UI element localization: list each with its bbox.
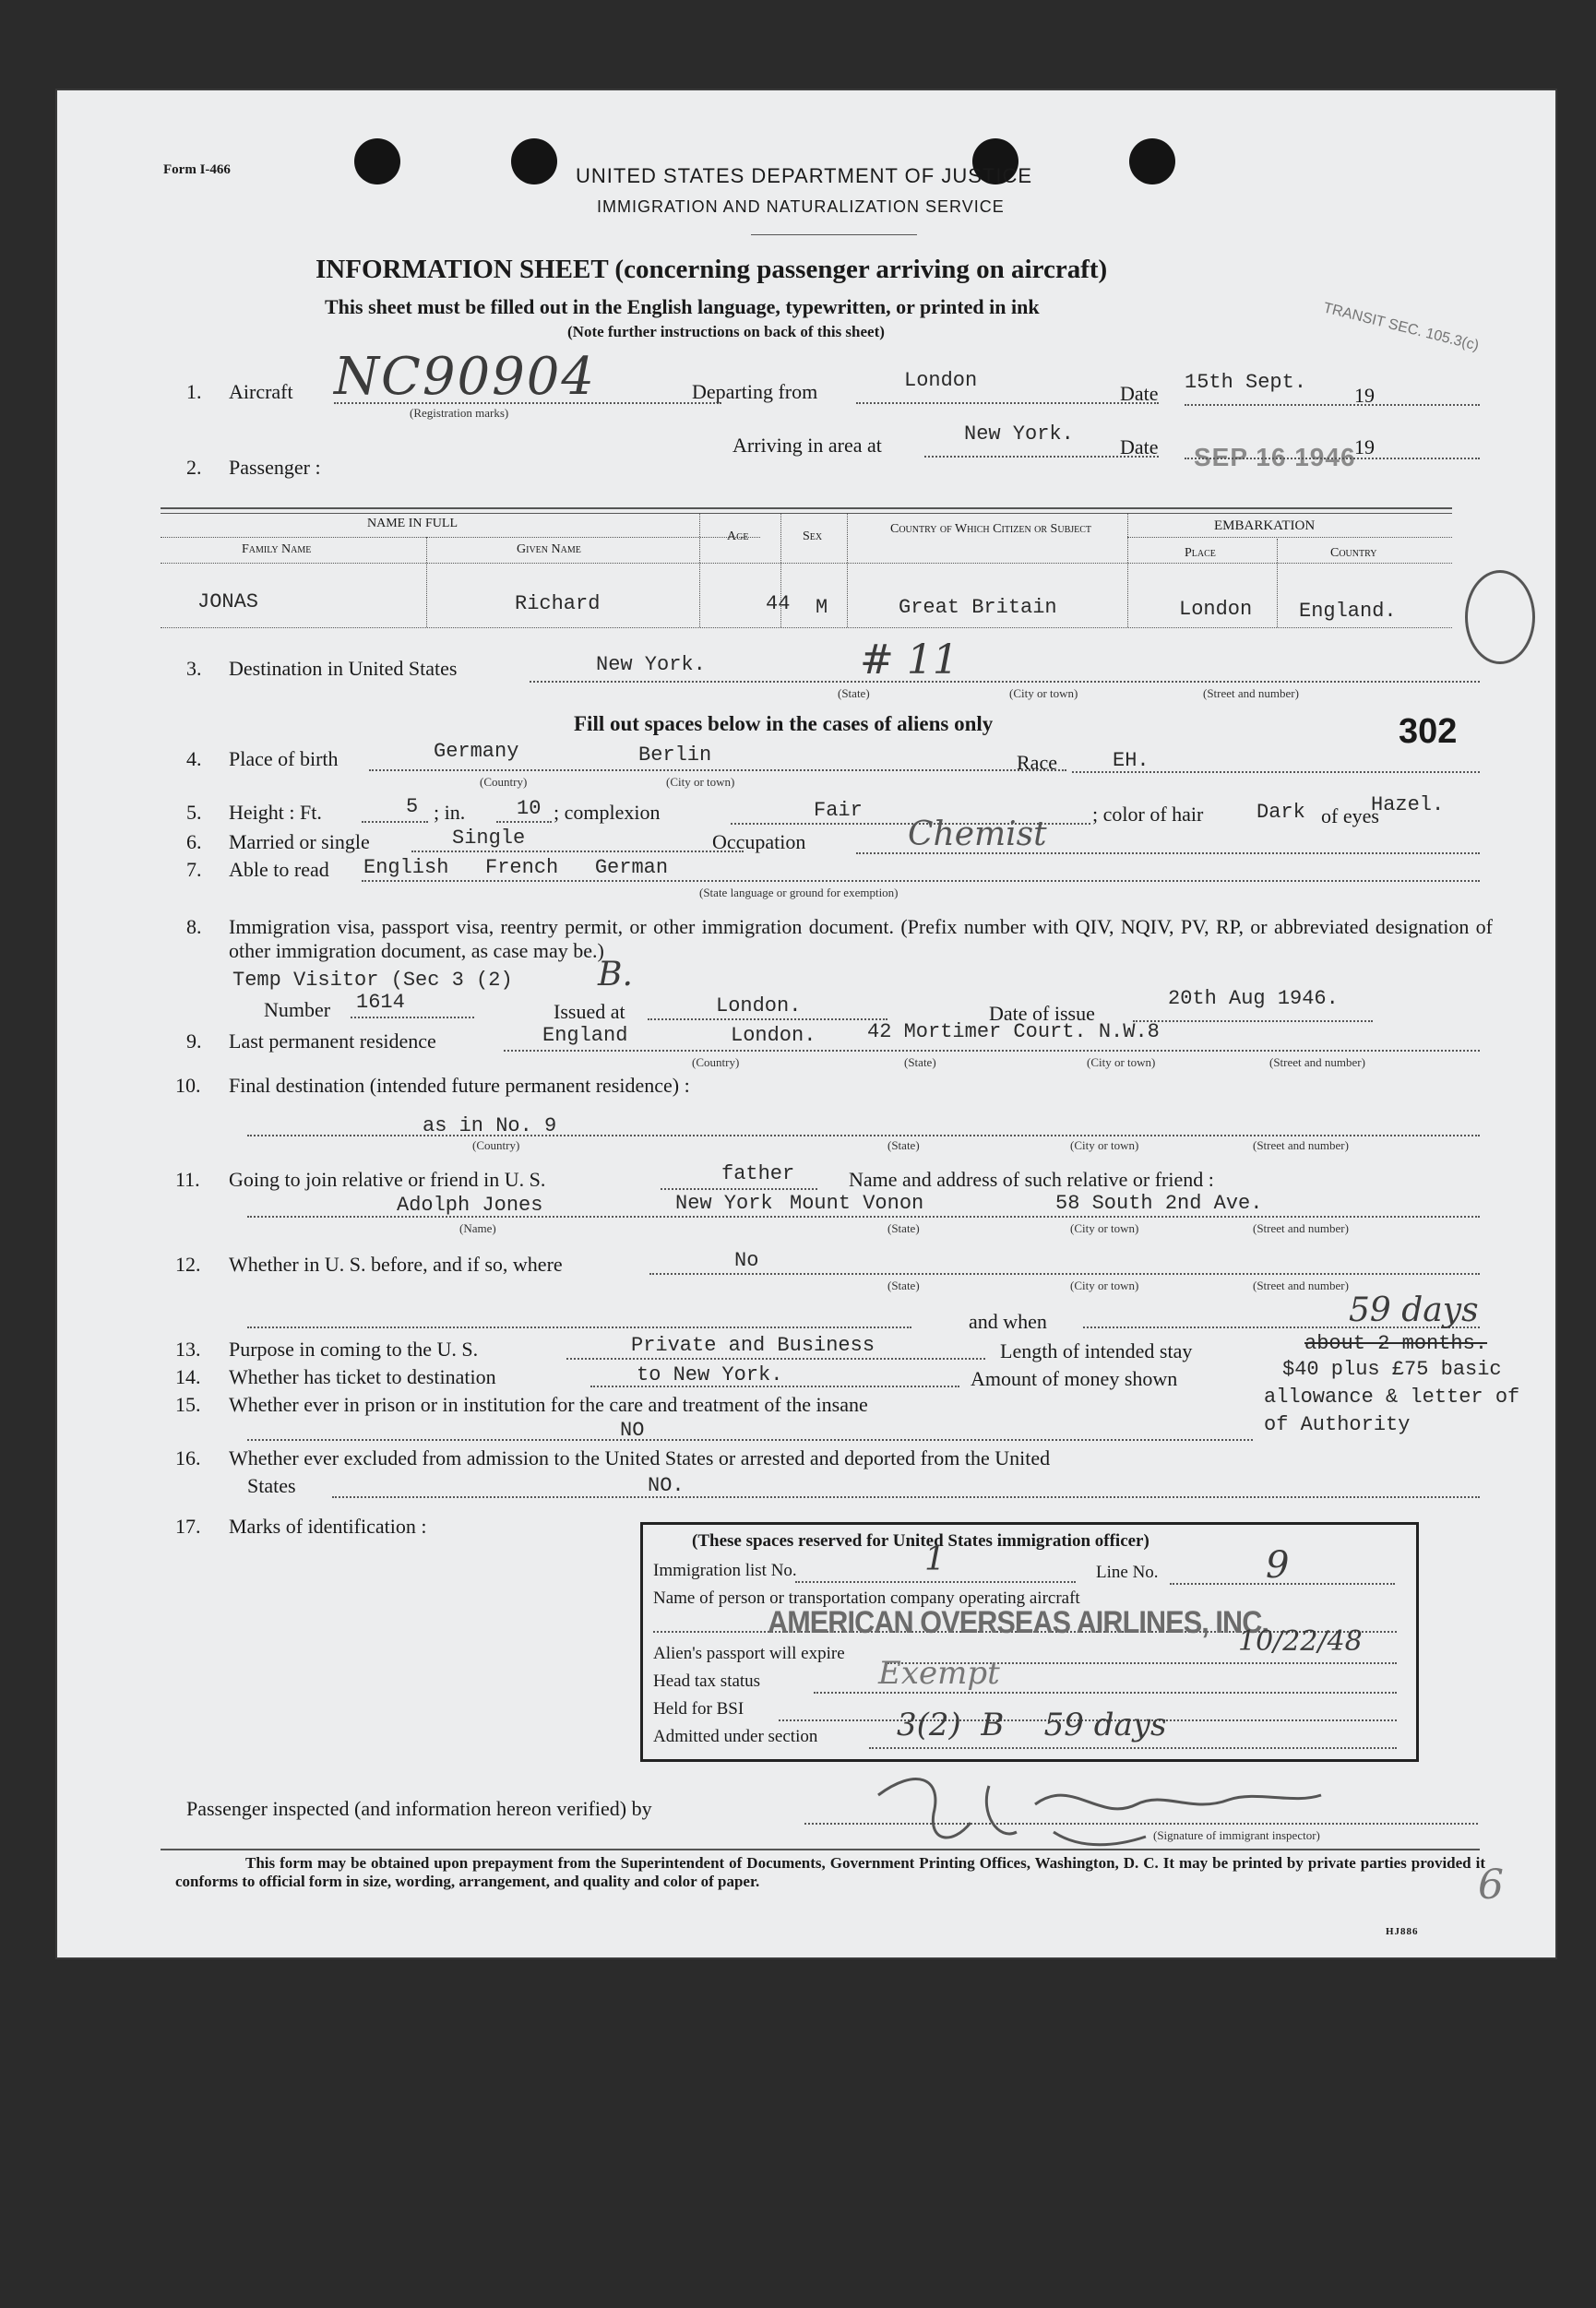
ticket-label: Whether has ticket to destination [229, 1365, 496, 1388]
caption-state: (State) [838, 686, 870, 700]
side-mark: 6 [1478, 1862, 1504, 1909]
col-divider [699, 513, 700, 627]
final-destination-label: Final destination (intended future permanent residence) : [229, 1074, 690, 1097]
headtax-label: Head tax status [653, 1672, 761, 1691]
date-line [1185, 404, 1480, 406]
item-number: 11. [175, 1168, 200, 1191]
married-label: Married or single [229, 830, 370, 853]
departing-label: Departing from [692, 380, 818, 403]
stay-label: Length of intended stay [1000, 1339, 1193, 1362]
col-divider [1277, 539, 1278, 627]
officer-box-heading: (These spaces reserved for United States immigration officer) [692, 1531, 1149, 1551]
complexion-value: Fair [814, 799, 863, 822]
visa-number: 1614 [356, 991, 405, 1014]
married-value: Single [452, 827, 526, 850]
residence-city: London. [731, 1024, 816, 1047]
birth-country: Germany [434, 740, 519, 763]
height-ft-line [362, 821, 428, 823]
header-citizen-country: Country of Which Citizen or Subject [889, 522, 1092, 536]
residence-country: England [542, 1024, 628, 1047]
year-prefix: 19 [1354, 384, 1375, 407]
destination-line [530, 681, 1480, 683]
issued-line [648, 1018, 887, 1020]
issue-date-value: 20th Aug 1946. [1168, 987, 1339, 1010]
final-destination-value: as in No. 9 [423, 1114, 557, 1137]
before-street-caption: (Street and number) [1253, 1279, 1349, 1292]
issued-value: London. [716, 994, 802, 1017]
inspector-signature [860, 1758, 1349, 1860]
arrival-year-prefix: 19 [1354, 435, 1375, 458]
join-name-caption: (Name) [459, 1221, 496, 1235]
company-stamp: AMERICAN OVERSEAS AIRLINES, INC. [768, 1605, 1269, 1640]
read-line [362, 880, 1480, 882]
join-name: Adolph Jones [397, 1194, 543, 1217]
footer-rule [161, 1849, 1480, 1850]
form-title: INFORMATION SHEET (concerning passenger arriving on aircraft) [316, 255, 1108, 284]
line-no-line [1170, 1583, 1395, 1585]
prison-value: NO [620, 1419, 645, 1442]
final-destination-line [247, 1135, 1480, 1136]
married-line [411, 851, 744, 852]
money-label: Amount of money shown [971, 1367, 1178, 1390]
line-label: Line No. [1096, 1563, 1159, 1582]
birth-country-caption: (Country) [480, 775, 528, 789]
item-number: 7. [186, 858, 202, 881]
citizen-of: Great Britain [899, 596, 1057, 619]
item-number: 12. [175, 1253, 201, 1276]
passport-label: Alien's passport will expire [653, 1644, 845, 1663]
list-label: Immigration list No. [653, 1561, 797, 1580]
punch-hole [511, 138, 557, 184]
header-sex: Sex [803, 529, 823, 543]
col-divider [426, 537, 427, 627]
birth-city: Berlin [638, 744, 712, 767]
page-code: 302 [1399, 712, 1458, 751]
header-name-in-full: NAME IN FULL [367, 517, 458, 530]
read-value: English French German [363, 856, 669, 879]
ticket-value: to New York. [637, 1363, 783, 1386]
headtax-value: Exempt [878, 1655, 1000, 1692]
visa-type-hand: B. [598, 956, 633, 993]
complexion-label: ; complexion [554, 801, 661, 824]
arriving-label: Arriving in area at [732, 434, 882, 457]
aliens-only-heading: Fill out spaces below in the cases of aliens only [574, 712, 994, 735]
print-code: HJ886 [1386, 1926, 1419, 1937]
join-label: Going to join relative or friend in U. S. [229, 1168, 546, 1191]
purpose-label: Purpose in coming to the U. S. [229, 1338, 479, 1361]
occupation-label: Occupation [712, 830, 806, 853]
destination-label: Destination in United States [229, 657, 458, 680]
join-name-label: Name and address of such relative or friend : [849, 1168, 1214, 1191]
item-number: 1. [186, 380, 202, 403]
admitted-label: Admitted under section [653, 1727, 818, 1746]
emb-subheader-rule [1127, 537, 1452, 538]
height-label: Height : Ft. [229, 801, 322, 824]
list-line [795, 1581, 1076, 1583]
headtax-line [814, 1692, 1397, 1694]
table-top-rule [161, 507, 1452, 509]
circled-mark [1465, 570, 1535, 664]
join-city-caption: (City or town) [1070, 1221, 1139, 1235]
departing-line [856, 402, 1159, 404]
final-city-caption: (City or town) [1070, 1138, 1139, 1152]
item-number: 2. [186, 456, 202, 479]
date-label: Date [1120, 382, 1159, 405]
prison-label: Whether ever in prison or in institution for the care and treatment of the insane [229, 1393, 868, 1416]
embarkation-place: London [1179, 598, 1253, 621]
table-header-rule [161, 563, 1452, 564]
excluded-label: Whether ever excluded from admission to the United States or arrested and deported from the United [229, 1446, 1051, 1469]
list-value: 1 [924, 1541, 946, 1578]
aircraft-label: Aircraft [229, 380, 293, 403]
aircraft-registration: NC90904 [334, 347, 596, 407]
departure-date: 15th Sept. [1185, 371, 1307, 394]
residence-line [504, 1050, 1480, 1052]
item-number: 9. [186, 1029, 202, 1053]
excluded-line [332, 1496, 1480, 1498]
table-bottom-rule [161, 627, 1452, 628]
service-name: IMMIGRATION AND NATURALIZATION SERVICE [597, 197, 1005, 216]
col-divider [1127, 513, 1128, 627]
punch-hole [1129, 138, 1175, 184]
final-country-caption: (Country) [472, 1138, 520, 1152]
marks-label: Marks of identification : [229, 1515, 427, 1538]
item-number: 17. [175, 1515, 201, 1538]
line-value: 9 [1266, 1544, 1290, 1587]
item-number: 13. [175, 1338, 201, 1361]
visa-number-line [351, 1017, 474, 1018]
item-number: 16. [175, 1446, 201, 1469]
join-state: New York [675, 1192, 773, 1215]
ticket-line [590, 1386, 959, 1387]
birth-line [369, 769, 1066, 771]
height-in-line [496, 821, 552, 823]
eyes-value: Hazel. [1371, 793, 1445, 816]
money-value-2: allowance & letter of [1264, 1386, 1520, 1409]
name-subheader-rule [161, 537, 760, 538]
sex: M [816, 596, 828, 619]
height-in-label: ; in. [434, 801, 466, 824]
arrival-date-line [1185, 458, 1480, 459]
join-city: Mount Vonon [790, 1192, 924, 1215]
race-value: EH. [1113, 749, 1149, 772]
registration-caption: (Registration marks) [410, 406, 509, 420]
issue-date-line [1133, 1020, 1373, 1022]
number-label: Number [264, 998, 331, 1021]
eyes-label: of eyes [1321, 804, 1379, 827]
item-number: 15. [175, 1393, 201, 1416]
passport-value: 10/22/48 [1238, 1625, 1363, 1658]
header-place: Place [1185, 546, 1216, 560]
destination-state: New York. [596, 653, 706, 676]
header-rule [751, 234, 917, 235]
punch-hole [354, 138, 400, 184]
embarkation-country: England. [1299, 600, 1397, 623]
read-caption: (State language or ground for exemption) [699, 886, 899, 899]
transit-stamp: TRANSIT SEC. 105.3(c) [1321, 300, 1481, 354]
inspection-label: Passenger inspected (and information hereon verified) by [186, 1797, 652, 1820]
height-in: 10 [517, 797, 542, 820]
residence-label: Last permanent residence [229, 1029, 436, 1053]
residence-street-caption: (Street and number) [1269, 1055, 1365, 1069]
caption-city: (City or town) [1009, 686, 1078, 700]
visa-type: Temp Visitor (Sec 3 (2) [232, 969, 513, 992]
col-divider [847, 513, 848, 627]
occupation-line [856, 852, 1480, 854]
header-given-name: Given Name [517, 542, 581, 556]
given-name: Richard [515, 592, 601, 615]
visa-label: Immigration visa, passport visa, reentry permit, or other immigration document. (Prefix number with QIV, NQIV, PV, RP, or abbreviated designation of other immigration document, as case may be.) [229, 915, 1493, 962]
footer-text: This form may be obtained upon prepayment from the Superintendent of Documents, Government Printing Offices, Washington, D. C. It may be printed by private parties provided it conforms to official form in size, wording, arrangement, and quality and color of paper. [175, 1854, 1485, 1890]
join-state-caption: (State) [887, 1221, 920, 1235]
destination-city: # 11 [860, 636, 959, 684]
before-second-line [247, 1327, 911, 1328]
before-label: Whether in U. S. before, and if so, where [229, 1253, 563, 1276]
excluded-value: NO. [648, 1474, 685, 1497]
header-emb-country: Country [1330, 546, 1377, 560]
age: 44 [766, 592, 791, 615]
admitted-line [869, 1747, 1397, 1749]
table-top-rule-2 [161, 513, 1452, 514]
and-when-label: and when [969, 1310, 1047, 1333]
residence-state-caption: (State) [904, 1055, 936, 1069]
join-street: 58 South 2nd Ave. [1055, 1192, 1263, 1215]
excluded-label-2: States [247, 1474, 296, 1497]
residence-street: 42 Mortimer Court. N.W.8 [867, 1020, 1160, 1043]
residence-city-caption: (City or town) [1087, 1055, 1156, 1069]
residence-country-caption: (Country) [692, 1055, 740, 1069]
before-city-caption: (City or town) [1070, 1279, 1139, 1292]
issue-date-label: Date of issue [989, 1002, 1095, 1025]
money-value-3: of Authority [1264, 1413, 1411, 1436]
stay-value: about 2 months. [1304, 1332, 1488, 1355]
stay-hand: 59 days [1349, 1291, 1479, 1329]
final-state-caption: (State) [887, 1138, 920, 1152]
header-embarkation: EMBARKATION [1214, 518, 1316, 533]
occupation-value: Chemist [908, 815, 1047, 853]
before-state-caption: (State) [887, 1279, 920, 1292]
item-number: 4. [186, 747, 202, 770]
item-number: 3. [186, 657, 202, 680]
height-ft: 5 [406, 795, 419, 818]
item-number: 8. [186, 915, 202, 938]
purpose-line [566, 1358, 985, 1360]
bsi-label: Held for BSI [653, 1699, 744, 1719]
family-name: JONAS [197, 590, 259, 613]
before-line [649, 1273, 1480, 1275]
hair-label: ; color of hair [1092, 803, 1204, 826]
arriving-value: New York. [964, 422, 1074, 446]
final-street-caption: (Street and number) [1253, 1138, 1349, 1152]
item-number: 5. [186, 801, 202, 824]
item-number: 14. [175, 1365, 201, 1388]
company-label: Name of person or transportation company operating aircraft [653, 1588, 1080, 1608]
birth-city-caption: (City or town) [666, 775, 735, 789]
race-line [1072, 771, 1480, 773]
department-name: UNITED STATES DEPARTMENT OF JUSTICE [576, 164, 1033, 187]
admitted-value: 3(2) B 59 days [897, 1707, 1167, 1743]
join-value: father [721, 1162, 795, 1185]
join-street-caption: (Street and number) [1253, 1221, 1349, 1235]
form-number: Form I-466 [163, 162, 231, 177]
purpose-value: Private and Business [631, 1334, 875, 1357]
aircraft-line [334, 402, 721, 404]
caption-street: (Street and number) [1203, 686, 1299, 700]
signature-caption: (Signature of immigrant inspector) [1153, 1828, 1320, 1842]
form-subtitle: This sheet must be filled out in the English language, typewritten, or printed in ink [325, 295, 1040, 318]
join-line [661, 1188, 817, 1190]
read-label: Able to read [229, 858, 329, 881]
passenger-label: Passenger : [229, 456, 321, 479]
item-number: 6. [186, 830, 202, 853]
arrival-date-stamp: SEP 16 1946 [1194, 443, 1356, 471]
header-age: Age [727, 529, 749, 543]
birth-label: Place of birth [229, 747, 339, 770]
header-family-name: Family Name [242, 542, 312, 556]
issued-label: Issued at [554, 1000, 625, 1023]
arrival-date-label: Date [1120, 435, 1159, 458]
prison-line [247, 1439, 1253, 1441]
item-number: 10. [175, 1074, 201, 1097]
before-value: No [734, 1249, 759, 1272]
money-value: $40 plus £75 basic [1282, 1358, 1502, 1381]
form-sheet [57, 90, 1555, 1957]
hair-value: Dark [1257, 801, 1305, 824]
join-address-line [247, 1216, 1480, 1218]
race-label: Race [1017, 751, 1057, 774]
form-note: (Note further instructions on back of this sheet) [567, 323, 885, 340]
departing-value: London [904, 369, 978, 392]
